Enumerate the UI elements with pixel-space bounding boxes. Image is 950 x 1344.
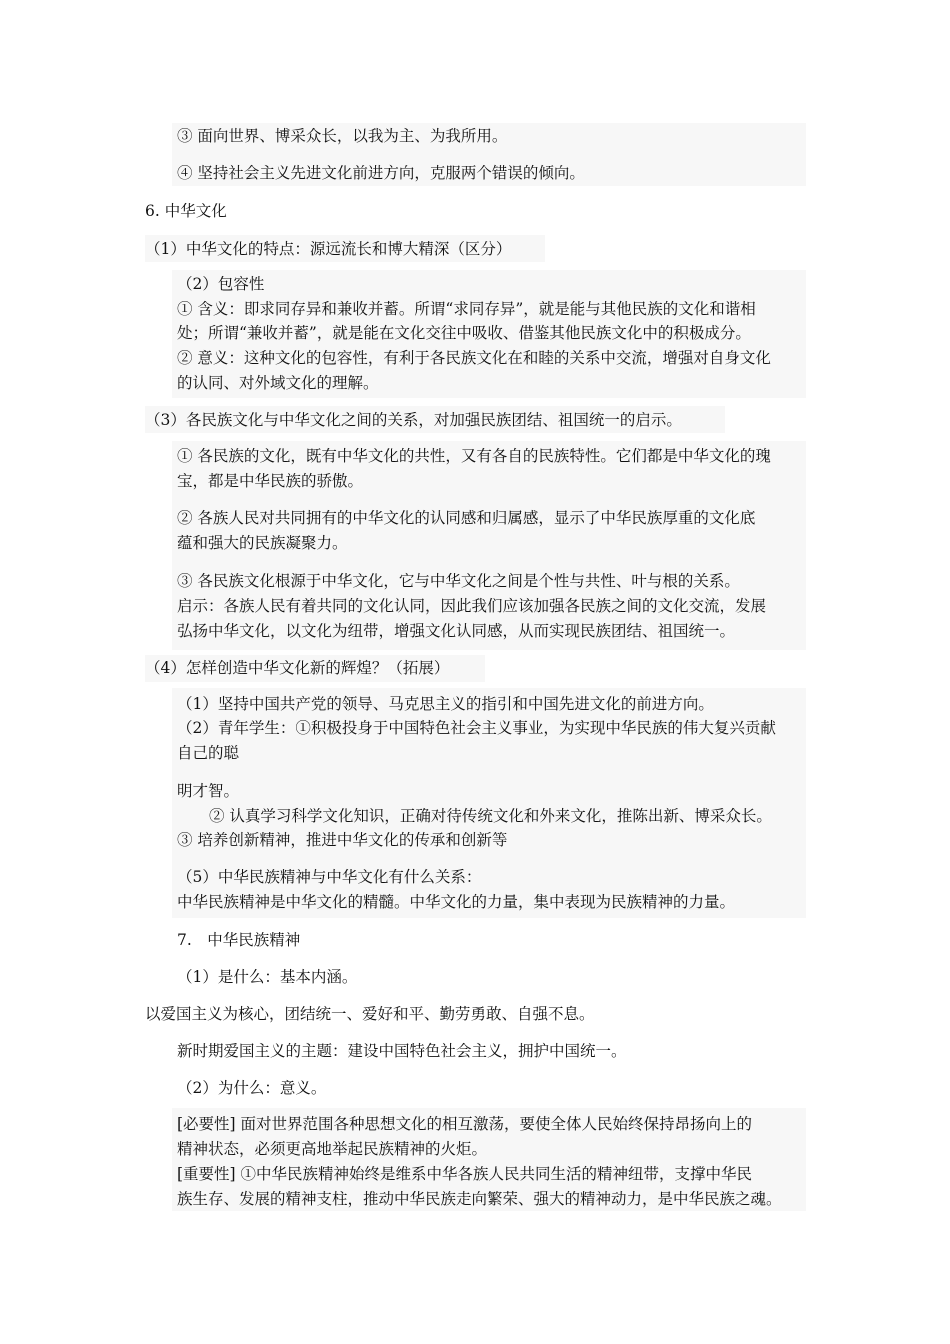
text-line: ③ 各民族文化根源于中华文化，它与中华文化之间是个性与共性、叶与根的关系。 (177, 572, 740, 590)
text-line: （1）中华文化的特点：源远流长和博大精深（区分） (145, 240, 512, 258)
text-line: ④ 坚持社会主义先进文化前进方向，克服两个错误的倾向。 (177, 164, 585, 182)
text-line: ② 意义：这种文化的包容性，有利于各民族文化在和睦的关系中交流，增强对自身文化 (177, 349, 771, 367)
section-heading: 7. 中华民族精神 (177, 931, 301, 949)
text-line: ① 含义：即求同存异和兼收并蓄。所谓“求同存异”，就是能与其他民族的文化和谐相 (177, 300, 756, 318)
text-line: 启示：各族人民有着共同的文化认同，因此我们应该加强各民族之间的文化交流，发展 (177, 597, 767, 615)
text-line: （2）青年学生：①积极投身于中国特色社会主义事业，为实现中华民族的伟大复兴贡献 (177, 719, 776, 737)
text-line: （3）各民族文化与中华文化之间的关系，对加强民族团结、祖国统一的启示。 (145, 411, 682, 429)
section-heading: 6. 中华文化 (145, 202, 227, 220)
text-line: 明才智。 (177, 782, 240, 800)
text-line: 宝，都是中华民族的骄傲。 (177, 472, 364, 490)
text-line: 蕴和强大的民族凝聚力。 (177, 534, 348, 552)
text-line: （2）为什么：意义。 (177, 1079, 327, 1097)
text-line: （4）怎样创造中华文化新的辉煌？（拓展） (145, 659, 450, 677)
text-line: ① 各民族的文化，既有中华文化的共性，又有各自的民族特性。它们都是中华文化的瑰 (177, 447, 771, 465)
text-line: [必要性] 面对世界范围各种思想文化的相互激荡，要使全体人民始终保持昂扬向上的 (177, 1115, 753, 1133)
text-line: ② 认真学习科学文化知识，正确对待传统文化和外来文化，推陈出新、博采众长。 (209, 807, 772, 825)
text-line: （1）坚持中国共产党的领导、马克思主义的指引和中国先进文化的前进方向。 (177, 695, 714, 713)
text-line: 自己的聪 (177, 744, 240, 762)
text-line: 中华民族精神是中华文化的精髓。中华文化的力量，集中表现为民族精神的力量。 (177, 893, 736, 911)
text-line: 处；所谓“兼收并蓄”，就是能在文化交往中吸收、借鉴其他民族文化中的积极成分。 (177, 324, 751, 342)
text-line: 的认同、对外域文化的理解。 (177, 374, 379, 392)
text-line: [重要性] ①中华民族精神始终是维系中华各族人民共同生活的精神纽带，支撑中华民 (177, 1165, 753, 1183)
text-line: ③ 面向世界、博采众长，以我为主、为我所用。 (177, 127, 508, 145)
text-line: 弘扬中华文化，以文化为纽带，增强文化认同感，从而实现民族团结、祖国统一。 (177, 622, 736, 640)
text-line: （5）中华民族精神与中华文化有什么关系： (177, 868, 482, 886)
text-line: （2）包容性 (177, 275, 265, 293)
text-line: 新时期爱国主义的主题：建设中国特色社会主义，拥护中国统一。 (177, 1042, 627, 1060)
text-line: （1）是什么：基本内涵。 (177, 968, 358, 986)
text-line: 精神状态，必须更高地举起民族精神的火炬。 (177, 1140, 488, 1158)
text-line: ③ 培养创新精神，推进中华文化的传承和创新等 (177, 831, 508, 849)
text-line: 族生存、发展的精神支柱，推动中华民族走向繁荣、强大的精神动力，是中华民族之魂。 (177, 1190, 782, 1208)
text-line: ② 各族人民对共同拥有的中华文化的认同感和归属感，显示了中华民族厚重的文化底 (177, 509, 756, 527)
text-line: 以爱国主义为核心，团结统一、爱好和平、勤劳勇敢、自强不息。 (145, 1005, 595, 1023)
